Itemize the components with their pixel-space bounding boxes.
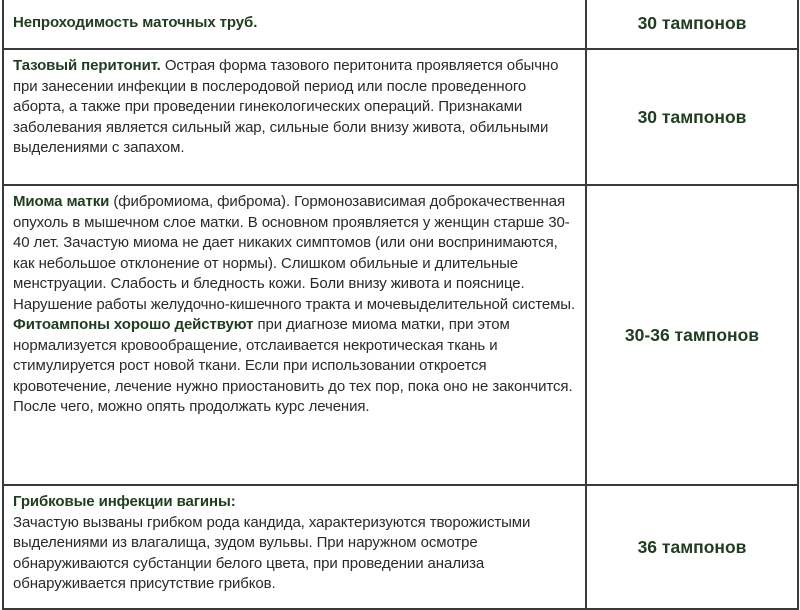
condition-description: Острая форма тазового перитонита проявляется обычно при занесении инфекции в послеродовой период или после проведенного аборта, а также при проведении гинекологических операций. Признаками заболевания является сильный жар, сильные боли внизу живота, обильными выделениями с запахом. xyxy=(13,57,559,156)
table-row xyxy=(4,0,797,50)
condition-title: Непроходимость маточных труб. xyxy=(13,14,258,31)
description-cell xyxy=(4,50,587,184)
description-cell xyxy=(4,486,587,608)
description-cell xyxy=(4,186,587,484)
condition-description: (фибромиома, фиброма). Гормонозависимая доброкачественная опухоль в мышечном слое матки. В основном проявляется у женщин старше 30-40 лет. Зачастую миома не дает никаких симптомов (или они воспринимаются, как небольшое отклонение от нормы). Слишком обильные и длительные менструации. Слабость и бледность кожи. Боли внизу живота и пояснице. Нарушение работы желудочно-кишечного тракта и мочевыделительной системы. xyxy=(13,193,576,313)
highlight-text: Фитоампоны хорошо действуют xyxy=(13,316,254,333)
tampon-count: 30 тампонов xyxy=(637,12,747,33)
condition-title: Грибковые инфекции вагины: xyxy=(13,493,236,510)
tampon-count: 36 тампонов xyxy=(637,536,747,557)
table-row xyxy=(4,50,797,186)
tampon-count: 30-36 тампонов xyxy=(624,324,760,345)
condition-description-continued: при диагнозе миома матки, при этом нормализуется кровообращение, отслаивается некротическая ткань и стимулируется рост новой ткани. Если при использовании откроется кровотечение, лечение нужно приостановить до тех пор, пока оно не закончится. После чего, можно опять продолжать курс лечения. xyxy=(13,316,573,415)
condition-title: Миома матки xyxy=(13,193,110,210)
condition-description: Зачастую вызваны грибком рода кандида, характеризуются творожистыми выделениями из влагалища, зудом вульвы. При наружном осмотре обнаруживаются субстанции белого цвета, при проведении анализа обнаруживается присутствие грибков. xyxy=(13,513,531,592)
tampon-count: 30 тампонов xyxy=(637,106,747,127)
condition-title: Тазовый перитонит. xyxy=(13,57,161,74)
treatment-table xyxy=(2,0,799,610)
table-row xyxy=(4,186,797,486)
description-cell xyxy=(4,0,587,48)
table-row xyxy=(4,486,797,608)
